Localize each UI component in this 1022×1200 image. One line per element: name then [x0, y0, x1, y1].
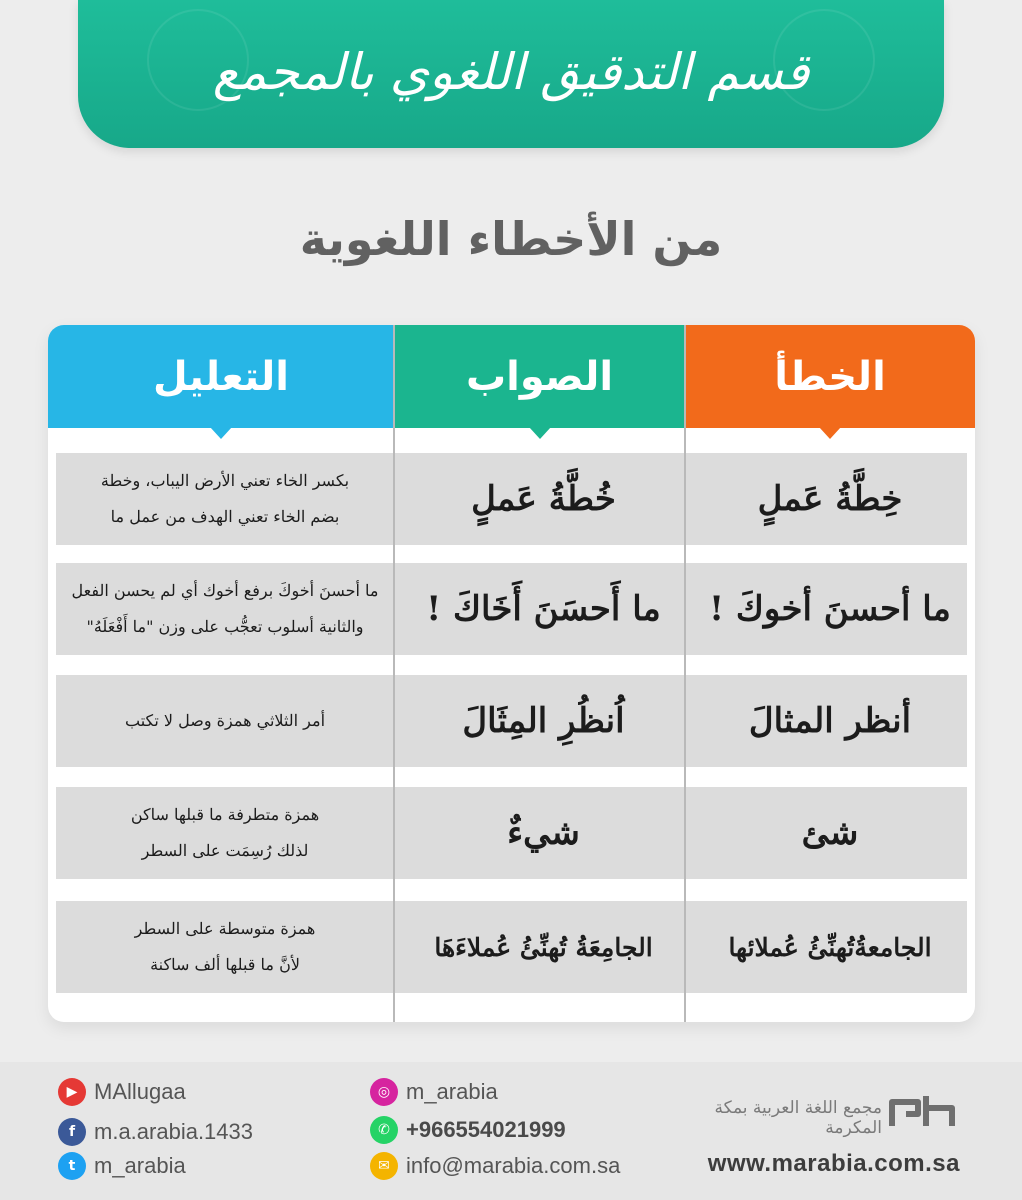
academy-logo-icon — [888, 1092, 958, 1132]
right-cell: اُنظُرِ المِثَالَ — [462, 701, 625, 741]
twitter-contact[interactable] — [58, 1152, 186, 1180]
twitter-handle: m_arabia — [94, 1153, 186, 1178]
column-header-wrong — [685, 325, 975, 428]
page-title: من الأخطاء اللغوية — [299, 212, 723, 266]
wrong-cell: الجامعةُتُهنِّئُ عُملائها — [728, 932, 932, 962]
instagram-handle: m_arabia — [406, 1079, 498, 1104]
right-cell: شيءٌ — [507, 813, 580, 853]
column-header-right-label: الصواب — [465, 353, 614, 400]
header-banner — [78, 0, 944, 148]
table-row — [56, 563, 967, 655]
column-header-right — [394, 325, 685, 428]
column-header-wrong-label: الخطأ — [774, 353, 886, 400]
wrong-cell: شئ — [801, 813, 859, 853]
facebook-handle: m.a.arabia.1433 — [94, 1119, 253, 1144]
table-row — [56, 453, 967, 545]
youtube-handle: MAllugaa — [94, 1079, 186, 1104]
table-row — [56, 787, 967, 879]
ornament-pattern-icon — [78, 0, 944, 148]
facebook-contact[interactable] — [58, 1118, 253, 1146]
youtube-icon: ▶ — [58, 1078, 86, 1106]
right-cell: ما أَحسَنَ أَخَاكَ ! — [426, 589, 661, 629]
errors-table — [48, 325, 975, 1022]
right-cell: خُطَّةُ عَملٍ — [471, 479, 616, 519]
reason-line: ما أحسنَ أخوكَ برفع أخوك أي لم يحسن الفعل — [71, 581, 379, 600]
wrong-cell: أنظر المثالَ — [748, 701, 912, 741]
reason-cell — [56, 675, 394, 767]
email-address: info@marabia.com.sa — [406, 1153, 621, 1178]
instagram-icon: ◎ — [370, 1078, 398, 1106]
reason-line: لأنَّ ما قبلها ألف ساكنة — [150, 955, 300, 974]
header-notch-icon — [210, 427, 232, 439]
column-divider — [393, 325, 395, 1022]
reason-cell — [56, 901, 394, 993]
email-contact[interactable] — [370, 1152, 620, 1180]
header-notch-icon — [529, 427, 551, 439]
right-cell: الجامِعَةُ تُهنِّئُ عُملاءَهَا — [434, 932, 653, 962]
facebook-icon: f — [58, 1118, 86, 1146]
academy-name: مجمع اللغة العربية بمكة المكرمة — [714, 1098, 882, 1138]
table-row — [56, 901, 967, 993]
reason-cell — [56, 563, 394, 655]
youtube-contact[interactable] — [58, 1078, 186, 1106]
reason-line: بضم الخاء تعني الهدف من عمل ما — [110, 507, 340, 526]
reason-line: لذلك رُسِمَت على السطر — [141, 841, 309, 860]
column-header-reason — [48, 325, 394, 428]
reason-line: همزة متوسطة على السطر — [134, 919, 316, 938]
column-header-reason-label: التعليل — [153, 353, 289, 400]
instagram-contact[interactable] — [370, 1078, 498, 1106]
reason-cell — [56, 453, 394, 545]
whatsapp-number: +966554021999 — [406, 1117, 566, 1142]
reason-cell — [56, 787, 394, 879]
twitter-icon: t — [58, 1152, 86, 1180]
whatsapp-contact[interactable] — [370, 1116, 566, 1144]
reason-line: همزة متطرفة ما قبلها ساكن — [130, 805, 320, 824]
whatsapp-icon: ✆ — [370, 1116, 398, 1144]
website-link[interactable]: www.marabia.com.sa — [707, 1150, 960, 1177]
wrong-cell: خِطَّةُ عَملٍ — [757, 479, 903, 519]
column-divider — [684, 325, 686, 1022]
reason-line: أمر الثلاثي همزة وصل لا تكتب — [124, 711, 326, 730]
reason-line: بكسر الخاء تعني الأرض اليباب، وخطة — [100, 471, 350, 490]
email-icon: ✉ — [370, 1152, 398, 1180]
banner-title: قسم التدقيق اللغوي بالمجمع — [212, 43, 810, 101]
header-notch-icon — [819, 427, 841, 439]
table-row — [56, 675, 967, 767]
reason-line: والثانية أسلوب تعجُّب على وزن "ما أَفْعَلَهُ" — [86, 617, 364, 636]
wrong-cell: ما أحسنَ أخوكَ ! — [709, 589, 951, 629]
